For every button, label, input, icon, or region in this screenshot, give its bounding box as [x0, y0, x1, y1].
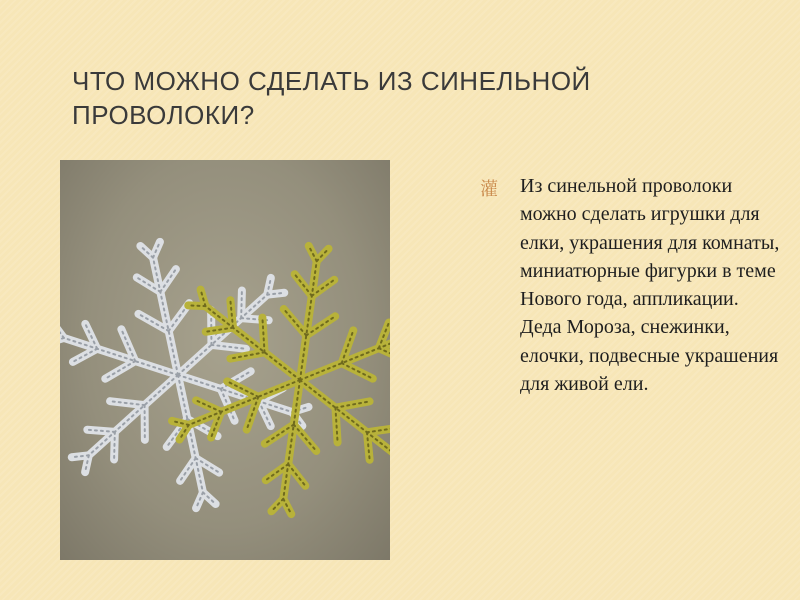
bullet-item: [480, 172, 780, 398]
bullet-text: Из синельной проволоки можно сделать игрушки для елки, украшения для комнаты, миниатюрные фигурки в теме Нового года, аппликации. Деда Мороза, снежинки, елочки, подвесные украшения для живой ели.: [520, 175, 780, 396]
snowflakes-illustration: [60, 160, 390, 560]
slide-title: ЧТО МОЖНО СДЕЛАТЬ ИЗ СИНЕЛЬНОЙ ПРОВОЛОКИ?: [72, 66, 591, 130]
snowflakes-photo: [60, 160, 390, 560]
bullet-list: [480, 172, 780, 398]
bullet-icon: 灌: [480, 179, 498, 200]
